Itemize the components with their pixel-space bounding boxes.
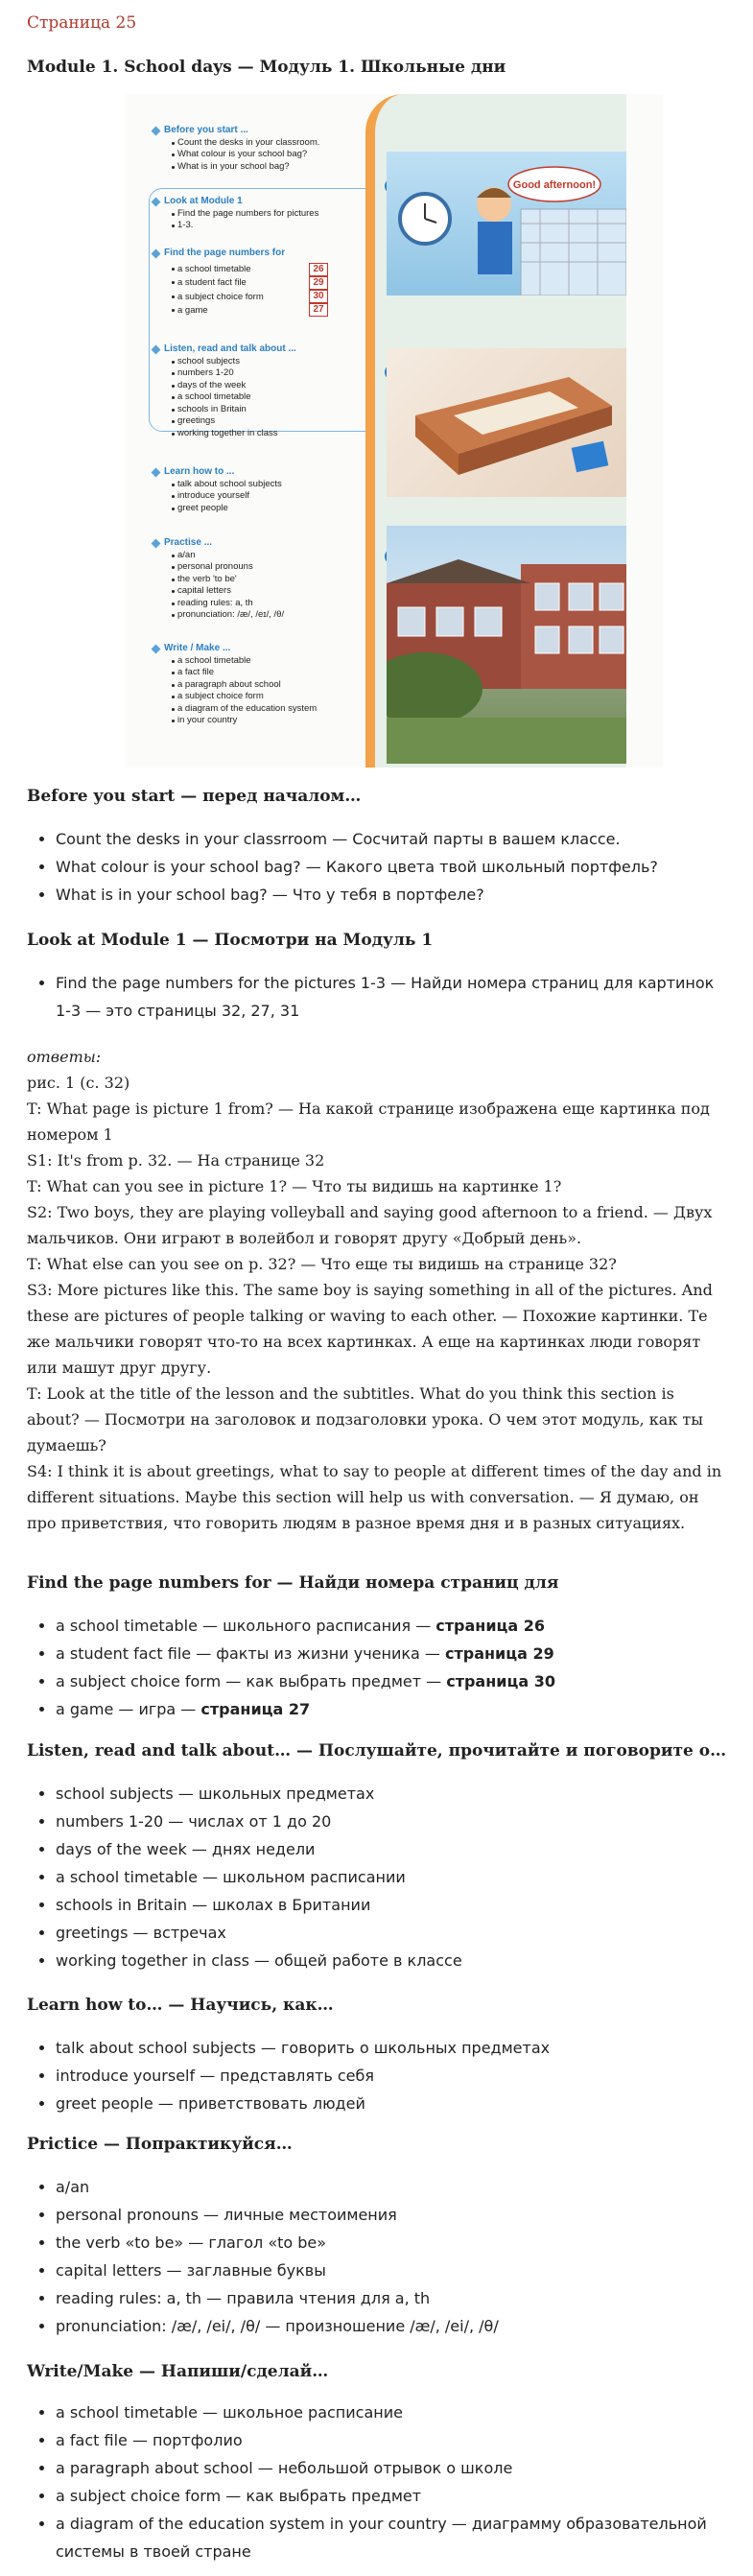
scan-item: capital letters bbox=[177, 585, 361, 598]
dialog-line: T: What can you see in picture 1? — Что ты видишь на картинке 1? bbox=[27, 1177, 562, 1195]
scan-item: a paragraph about school bbox=[177, 679, 361, 692]
list-item: • a diagram of the education system in your country — диаграмму образовательной системы в твоей стране bbox=[56, 2510, 727, 2565]
scan-section-before bbox=[126, 125, 361, 173]
scan-item: Count the desks in your classroom. bbox=[177, 137, 361, 150]
item-page: страница 29 bbox=[444, 1644, 554, 1663]
section-heading-learn: Learn how to… — Научись, как… bbox=[27, 1996, 334, 2015]
scan-section-look bbox=[126, 196, 361, 232]
scan-item: a game bbox=[177, 304, 361, 319]
scan-heading: Learn how to ... bbox=[151, 466, 361, 479]
speech-bubble-text: Good afternoon! bbox=[512, 179, 597, 191]
section-heading-listen: Listen, read and talk about… — Послушайте, прочитайте и поговорите о… bbox=[27, 1741, 727, 1761]
item-text: a student fact file — факты из жизни ученика — bbox=[56, 1644, 445, 1663]
dialog-line: S3: More pictures like this. The same boy is saying something in all of the pictures. And these are pictures of people talking or waving to each other. — Похожие картинки. Те же мальчики говорят что-то на всех картинках. А еще на картинках люди говорят или машут друг другу. bbox=[27, 1281, 713, 1377]
list-item: • days of the week — днях недели bbox=[56, 1835, 727, 1863]
scan-heading: Find the page numbers for bbox=[151, 248, 361, 260]
list-item: • personal pronouns — личные местоимения bbox=[56, 2201, 727, 2229]
scan-item: introduce yourself bbox=[177, 490, 361, 503]
dialog-line: T: What else can you see on p. 32? — Что еще ты видишь на странице 32? bbox=[27, 1255, 617, 1273]
list-item: • reading rules: a, th — правила чтения для a, th bbox=[56, 2284, 727, 2312]
list-look bbox=[27, 969, 727, 1025]
list-item bbox=[56, 1612, 727, 1640]
scan-item: greet people bbox=[177, 503, 361, 515]
list-listen bbox=[27, 1780, 727, 1974]
list-item: • Find the page numbers for the pictures 1-3 — Найди номера страниц для картинок 1-3 — это страницы 32, 27, 31 bbox=[56, 969, 727, 1025]
scan-item: What is in your school bag? bbox=[177, 161, 361, 174]
scan-item: What colour is your school bag? bbox=[177, 149, 361, 161]
scan-item: a/an bbox=[177, 550, 361, 562]
answers-label: ответы: bbox=[27, 1048, 102, 1066]
list-item bbox=[56, 1695, 727, 1723]
list-item: • What colour is your school bag? — Какого цвета твой школьный портфель? bbox=[56, 853, 727, 881]
scan-item: a student fact file bbox=[177, 276, 361, 291]
textbook-scan-image bbox=[126, 94, 663, 768]
list-item: • numbers 1-20 — числах от 1 до 20 bbox=[56, 1808, 727, 1835]
scan-item: a school timetable bbox=[177, 391, 361, 404]
section-heading-write: Write/Make — Напиши/сделай… bbox=[27, 2362, 329, 2381]
scan-item: numbers 1-20 bbox=[177, 367, 361, 380]
list-item bbox=[56, 1667, 727, 1695]
scan-item: in your country bbox=[177, 715, 361, 727]
scan-item: a school timetable bbox=[177, 263, 361, 277]
scan-heading: Practise ... bbox=[151, 537, 361, 550]
item-text: a school timetable — школьного расписания — bbox=[56, 1617, 436, 1635]
list-item: • What is in your school bag? — Что у тебя в портфеле? bbox=[56, 881, 727, 909]
dialog-line: S1: It's from p. 32. — На странице 32 bbox=[27, 1151, 325, 1170]
list-find bbox=[27, 1612, 727, 1723]
page-link[interactable]: Страница 25 bbox=[27, 13, 137, 33]
scan-section-listen bbox=[126, 343, 361, 439]
item-page: страница 30 bbox=[446, 1672, 555, 1690]
scan-contents-column bbox=[126, 94, 361, 768]
list-item: • working together in class — общей работе в классе bbox=[56, 1947, 727, 1974]
page-number-box: 29 bbox=[309, 276, 328, 290]
scan-pictures-column bbox=[365, 94, 626, 768]
scan-heading: Before you start ... bbox=[151, 125, 361, 137]
dialog-line: рис. 1 (с. 32) bbox=[27, 1074, 130, 1092]
section-heading-before: Before you start — перед началом… bbox=[27, 787, 362, 806]
scan-heading: Look at Module 1 bbox=[151, 196, 361, 208]
scan-item: a subject choice form bbox=[177, 291, 361, 305]
picture-boys-greeting bbox=[387, 152, 626, 295]
scan-item: talk about school subjects bbox=[177, 479, 361, 491]
scan-item: reading rules: a, th bbox=[177, 598, 361, 610]
list-item: • introduce yourself — представлять себя bbox=[56, 2062, 727, 2090]
list-practice bbox=[27, 2173, 727, 2340]
list-learn bbox=[27, 2034, 727, 2117]
page-number-box: 30 bbox=[309, 290, 328, 303]
list-item: • a fact file — портфолио bbox=[56, 2426, 727, 2454]
item-page: страница 26 bbox=[435, 1617, 546, 1635]
list-item: • a paragraph about school — небольшой отрывок о школе bbox=[56, 2454, 727, 2482]
dialog-line: T: What page is picture 1 from? — На какой странице изображена еще картинка под номером 1 bbox=[27, 1099, 710, 1144]
scan-item: schools in Britain bbox=[177, 404, 361, 416]
dialog-line: T: Look at the title of the lesson and the subtitles. What do you think this section is about? — Посмотри на заголовок и подзаголовки урока. О чем этот модуль, как ты думаешь? bbox=[27, 1384, 703, 1454]
list-item bbox=[56, 1640, 727, 1667]
page-number-box: 27 bbox=[309, 303, 328, 317]
scan-item: the verb 'to be' bbox=[177, 574, 361, 586]
scan-item: pronunciation: /æ/, /eɪ/, /θ/ bbox=[177, 609, 361, 622]
list-item: • a subject choice form — как выбрать предмет bbox=[56, 2482, 727, 2510]
list-item: • Count the desks in your classrroom — Сосчитай парты в вашем классе. bbox=[56, 825, 727, 853]
picture-school-building bbox=[387, 526, 626, 764]
scan-item: personal pronouns bbox=[177, 561, 361, 574]
item-text: a subject choice form — как выбрать предмет — bbox=[56, 1672, 447, 1690]
scan-section-learn bbox=[126, 466, 361, 514]
scan-section-write bbox=[126, 643, 361, 727]
list-before bbox=[27, 825, 727, 909]
scan-item: Find the page numbers for pictures bbox=[177, 208, 361, 221]
section-heading-look: Look at Module 1 — Посмотри на Модуль 1 bbox=[27, 931, 434, 950]
item-text: a game — игра — bbox=[56, 1700, 201, 1718]
scan-item: a fact file bbox=[177, 667, 361, 679]
list-item: • capital letters — заглавные буквы bbox=[56, 2257, 727, 2284]
scan-item: a school timetable bbox=[177, 655, 361, 668]
list-item: • the verb «to be» — глагол «to be» bbox=[56, 2229, 727, 2257]
scan-item: days of the week bbox=[177, 380, 361, 392]
item-page: страница 27 bbox=[200, 1700, 311, 1718]
scan-item: a subject choice form bbox=[177, 691, 361, 703]
scan-item: working together in class bbox=[177, 428, 361, 440]
scan-item: a diagram of the education system bbox=[177, 703, 361, 716]
answers-dialog bbox=[27, 1070, 727, 1536]
list-item: • pronunciation: /æ/, /ei/, /θ/ — произношение /æ/, /ei/, /θ/ bbox=[56, 2312, 727, 2340]
list-item: • a school timetable — школьное расписание bbox=[56, 2399, 727, 2426]
list-item: • schools in Britain — школах в Британии bbox=[56, 1891, 727, 1919]
section-heading-practice: Prictice — Попрактикуйся… bbox=[27, 2135, 293, 2154]
list-item: • greetings — встречах bbox=[56, 1919, 727, 1947]
page-number-box: 26 bbox=[309, 263, 328, 276]
scan-heading: Write / Make ... bbox=[151, 643, 361, 655]
dialog-line: S2: Two boys, they are playing volleyball and saying good afternoon to a friend. — Двух мальчиков. Они играют в волейбол и говорят другу «Добрый день». bbox=[27, 1203, 713, 1247]
list-item: • a/an bbox=[56, 2173, 727, 2201]
dialog-line: S4: I think it is about greetings, what to say to people at different times of the day and in different situations. Maybe this section will help us with conversation. — Я думаю, он про приветствия, что говорить людям в разное время дня и в разных ситуациях. bbox=[27, 1462, 722, 1532]
scan-section-find bbox=[126, 248, 361, 319]
scan-item: school subjects bbox=[177, 356, 361, 368]
scan-item: greetings bbox=[177, 415, 361, 428]
list-item: • talk about school subjects — говорить о школьных предметах bbox=[56, 2034, 727, 2062]
list-item: • greet people — приветствовать людей bbox=[56, 2090, 727, 2117]
picture-pencil-case bbox=[387, 348, 626, 497]
scan-item: 1-3. bbox=[177, 220, 361, 232]
scan-section-practise bbox=[126, 537, 361, 622]
list-write bbox=[27, 2399, 727, 2565]
scan-heading: Listen, read and talk about ... bbox=[151, 343, 361, 356]
list-item: • a school timetable — школьном расписании bbox=[56, 1863, 727, 1891]
page-title: Module 1. School days — Модуль 1. Школьные дни bbox=[27, 58, 506, 77]
section-heading-find: Find the page numbers for — Найди номера страниц для bbox=[27, 1573, 559, 1593]
list-item: • school subjects — школьных предметах bbox=[56, 1780, 727, 1808]
